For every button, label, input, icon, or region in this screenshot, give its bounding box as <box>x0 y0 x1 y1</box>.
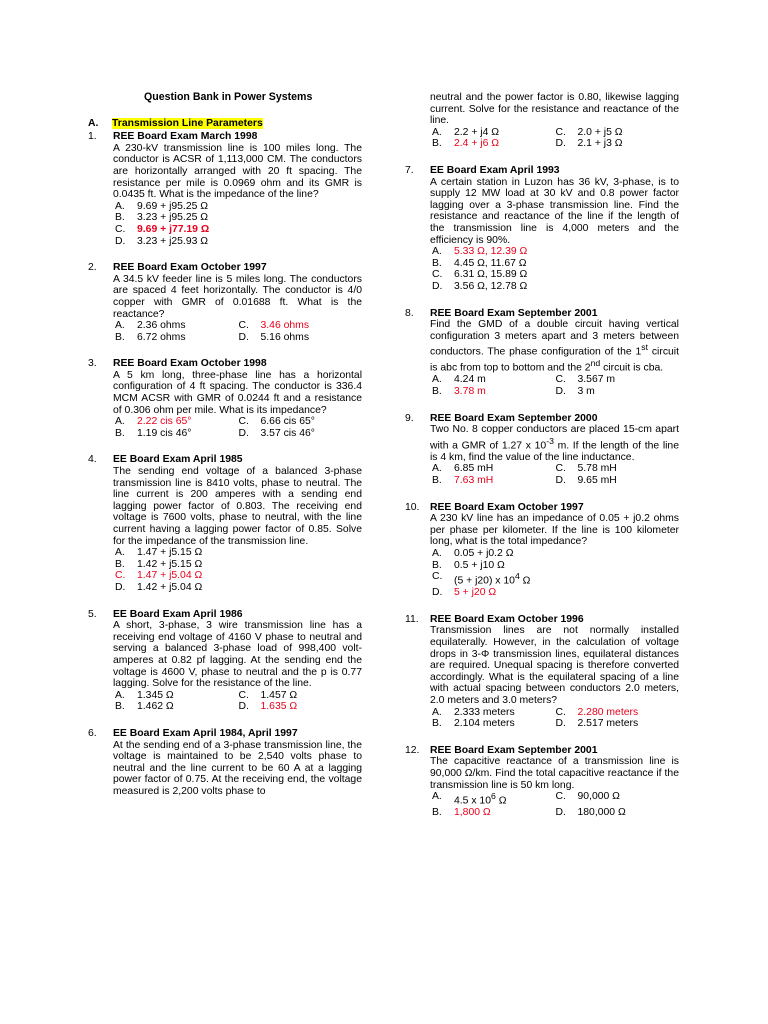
question-exam: REE Board Exam September 2001 <box>430 744 598 756</box>
correct-answer: 9.69 + j77.19 Ω <box>137 223 210 235</box>
options <box>115 690 362 713</box>
question-number: 2. <box>88 262 97 274</box>
option-c: C. 90,000 Ω <box>555 791 620 803</box>
options <box>115 320 362 343</box>
options <box>432 707 679 730</box>
option-d: D. 3.23 + j25.93 Ω <box>115 235 209 247</box>
correct-answer: 1.47 + j5.04 Ω <box>137 570 203 582</box>
section-heading <box>88 118 362 130</box>
question-6-continued <box>405 92 679 150</box>
question-exam: EE Board Exam April 1986 <box>113 608 243 620</box>
option-b: B. 1,800 Ω <box>432 807 491 819</box>
option-b: B. 3.23 + j95.25 Ω <box>115 212 209 224</box>
correct-answer: 5 + j20 Ω <box>454 587 497 599</box>
question-text: Find the GMD of a double circuit having vertical configuration 3 meters apart and 3 meters between conductors. The phase configuration of the 1st circuit is abc from top to bottom and the 2nd circuit is cba. <box>430 319 679 374</box>
question-number: 5. <box>88 608 97 620</box>
question-text: The sending end voltage of a balanced 3-phase transmission line is 8410 volts, phase to neutral. The line current is 200 amperes with a sending end lagging power factor of 0.803. The receiving end voltage is 7600 volts, phase to neutral, with the line current having a lagging power factor of 0.85. Solve for the impedance of the transmission line. <box>113 466 362 547</box>
options <box>432 246 679 292</box>
question-exam: REE Board Exam October 1998 <box>113 358 267 370</box>
option-d: D. 2.1 + j3 Ω <box>555 138 623 150</box>
question-text: At the sending end of a 3-phase transmission line, the voltage is maintained to be 2,540 volts phase to neutral and the line current to be 60 A at a lagging power factor of 0.75. At the receiving end, the voltage measured is 2,200 volts phase to <box>113 739 362 797</box>
option-b: B. 4.45 Ω, 11.67 Ω <box>432 257 527 269</box>
question-number: 3. <box>88 358 97 370</box>
option-c: C. 5.78 mH <box>555 463 617 475</box>
correct-answer: 2.22 cis 65° <box>137 416 192 428</box>
page-title: Question Bank in Power Systems <box>144 91 313 103</box>
correct-answer: 1.635 Ω <box>260 701 298 713</box>
options <box>115 416 362 439</box>
option-b: B. 0.5 + j10 Ω <box>432 559 505 571</box>
question-exam: EE Board Exam April 1993 <box>430 164 560 176</box>
option-b: B. 1.19 cis 46° <box>115 427 192 439</box>
options <box>115 547 362 593</box>
option-b: B. 3.78 m <box>432 386 486 397</box>
question-text: A 230-kV transmission line is 100 miles long. The conductor is ACSR of 1,113,000 CM. The conductors are horizontally arranged with 20 ft spacing. The resistance per mile is 0.0969 ohm and its GMR is 0.0435 ft. What is the impedance of the line? <box>113 142 362 201</box>
question-2 <box>88 262 362 343</box>
question-exam: REE Board Exam March 1998 <box>113 131 258 143</box>
question-text: A 5 km long, three-phase line has a horizontal configuration of 4 ft spacing. The conductor is 336.4 MCM ACSR with GMR of 0.0244 ft and a resistance of 0.306 ohm per mile. What is its impedance? <box>113 369 362 416</box>
question-8 <box>405 308 679 398</box>
left-column <box>88 92 362 797</box>
question-text: Two No. 8 copper conductors are placed 15-cm apart with a GMR of 1.27 x $10^{-3}$ m. If the length of the line is 4 km, find the value of the line inductance. <box>430 424 679 463</box>
question-exam: REE Board Exam October 1997 <box>113 262 267 274</box>
question-exam: REE Board Exam October 1996 <box>430 613 584 625</box>
question-3 <box>88 358 362 439</box>
question-text: neutral and the power factor is 0.80, likewise lagging current. Solve for the resistance and reactance of the line. <box>430 92 679 127</box>
option-c: C. 6.31 Ω, 15.89 Ω <box>432 269 528 281</box>
option-a: A. 2.333 meters <box>432 706 515 718</box>
question-number: 8. <box>405 307 414 319</box>
option-a: A. 6.85 mH <box>432 463 494 475</box>
question-text: The capacitive reactance of a transmission line is 90,000 Ω/km. Find the total capacitive reactance if the transmission line is 50 km long. <box>430 756 679 791</box>
options <box>432 127 679 150</box>
option-d: D. 5.16 ohms <box>238 331 310 343</box>
option-d: D. 9.65 mH <box>555 475 617 487</box>
question-number: 9. <box>405 412 414 424</box>
option-c: C. 2.280 meters <box>555 706 639 718</box>
question-text: A 230 kV line has an impedance of 0.05 + j0.2 ohms per phase per kilometer. If the line is 100 kilometer long, what is the total impedance? <box>430 513 679 548</box>
option-b: B. 7.63 mH <box>432 475 494 487</box>
option-b: B. 2.104 meters <box>432 718 515 730</box>
question-text: Transmission lines are not normally installed equilaterally. However, in the calculation of voltage drops in 3-Φ transmission lines, equilateral distances are required. Unequal spacing is therefore converted accordingly. What is the equilateral spacing of a line with actual spacing between conductors 2.0 meters, 2.0 meters and 3.0 meters? <box>430 625 679 706</box>
option-a: A. 9.69 + j95.25 Ω <box>115 200 209 212</box>
correct-answer: 2.4 + j6 Ω <box>454 138 500 150</box>
question-10 <box>405 502 679 599</box>
options <box>432 548 679 599</box>
question-exam: REE Board Exam October 1997 <box>430 501 584 513</box>
option-d: D. 3 m <box>555 386 595 397</box>
option-c: C. 2.0 + j5 Ω <box>555 126 623 138</box>
option-b: B. 1.462 Ω <box>115 701 174 713</box>
correct-answer: 3.46 ohms <box>260 320 310 332</box>
option-a: A. 1.47 + j5.15 Ω <box>115 547 203 559</box>
option-b: B. 1.42 + j5.15 Ω <box>115 558 203 570</box>
option-a: A. 2.22 cis 65° <box>115 416 192 428</box>
option-b: B. 2.4 + j6 Ω <box>432 138 500 150</box>
option-b: B. 6.72 ohms <box>115 331 186 343</box>
question-1 <box>88 131 362 247</box>
options <box>432 463 679 486</box>
question-exam: EE Board Exam April 1984, April 1997 <box>113 727 298 739</box>
question-text: A certain station in Luzon has 36 kV, 3-phase, is to supply 12 MW load at 30 kV and 0.8 power factor lagging over a 3-phase transmission line. Find the resistance and reactance of the line if the length of the transmission line is 4,000 meters and the efficiency is 90%. <box>430 176 679 246</box>
correct-answer: 7.63 mH <box>454 475 494 487</box>
option-d: D. 1.42 + j5.04 Ω <box>115 581 203 593</box>
option-c: C. 3.46 ohms <box>238 320 310 332</box>
option-d: D. 3.56 Ω, 12.78 Ω <box>432 280 528 292</box>
question-12 <box>405 745 679 819</box>
section-letter: A. <box>88 117 99 129</box>
question-4 <box>88 454 362 593</box>
question-9 <box>405 413 679 487</box>
correct-answer: 1,800 Ω <box>454 807 491 819</box>
option-a: A. 1.345 Ω <box>115 689 174 701</box>
question-11 <box>405 614 679 730</box>
question-7 <box>405 165 679 293</box>
option-c: C. 3.567 m <box>555 374 616 386</box>
options <box>432 374 679 397</box>
question-text: A short, 3-phase, 3 wire transmission line has a receiving end voltage of 4160 V phase to neutral and serving a balanced 3-phase load of 998,400 volt-amperes at 0.82 pf lagging. At the sending end the voltage is 4600 V, phase to neutral and the p is 0.77 lagging. Solve for the resistance of the line. <box>113 620 362 690</box>
correct-answer: 5.33 Ω, 12.39 Ω <box>454 246 528 258</box>
option-a: A. 5.33 Ω, 12.39 Ω <box>432 246 528 258</box>
option-a: A. 2.36 ohms <box>115 320 186 332</box>
option-d: D. 180,000 Ω <box>555 807 626 819</box>
option-c: C. 1.47 + j5.04 Ω <box>115 570 203 582</box>
question-number: 6. <box>88 727 97 739</box>
option-a: A. 0.05 + j0.2 Ω <box>432 548 514 559</box>
option-d: D. 5 + j20 Ω <box>432 587 497 599</box>
option-c: C. (5 + j20) x $10^4$ Ω <box>432 571 531 587</box>
question-5 <box>88 609 362 713</box>
option-c: C. 1.457 Ω <box>238 689 298 701</box>
option-d: D. 2.517 meters <box>555 718 639 730</box>
option-d: D. 3.57 cis 46° <box>238 427 315 439</box>
section-title: Transmission Line Parameters <box>112 117 263 129</box>
question-number: 4. <box>88 454 97 466</box>
question-text: A 34.5 kV feeder line is 5 miles long. The conductors are spaced 4 feet horizontally. The conductor is 4/0 copper with GMR of 0.01688 ft. What is the reactance? <box>113 273 362 320</box>
correct-answer: 3.78 m <box>454 386 486 397</box>
option-a: A. 4.24 m <box>432 374 486 386</box>
question-exam: EE Board Exam April 1985 <box>113 454 243 466</box>
question-number: 11. <box>405 613 419 625</box>
options <box>115 201 362 247</box>
right-column <box>405 92 679 819</box>
option-a: A. 2.2 + j4 Ω <box>432 126 500 138</box>
option-c: C. 6.66 cis 65° <box>238 416 315 428</box>
question-number: 12. <box>405 744 420 756</box>
question-exam: REE Board Exam September 2001 <box>430 307 598 319</box>
question-number: 7. <box>405 164 414 176</box>
question-6 <box>88 728 362 798</box>
option-c: C. 9.69 + j77.19 Ω <box>115 223 210 235</box>
option-d: D. 1.635 Ω <box>238 701 298 713</box>
question-exam: REE Board Exam September 2000 <box>430 412 598 424</box>
options <box>432 791 679 819</box>
question-number: 1. <box>88 131 97 143</box>
option-a: A. 4.5 x $10^6$ Ω <box>432 791 507 807</box>
question-number: 10. <box>405 501 420 513</box>
correct-answer: 2.280 meters <box>577 706 639 718</box>
